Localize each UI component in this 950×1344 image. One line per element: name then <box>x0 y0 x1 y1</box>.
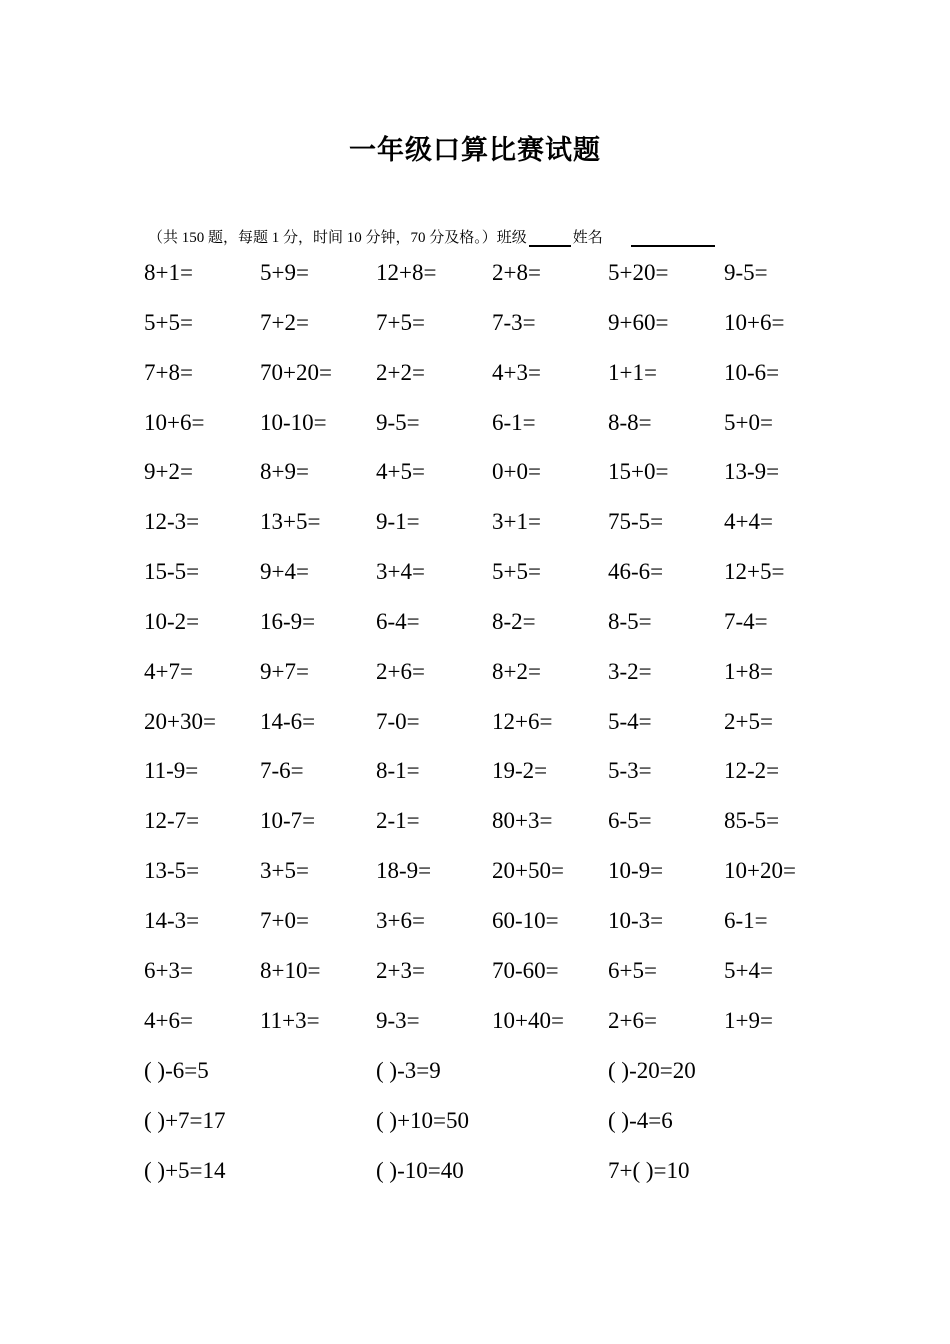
problem: 19-2= <box>492 758 548 784</box>
arithmetic-grid <box>144 254 840 1052</box>
problem: 15+0= <box>608 459 669 485</box>
problem: 9-1= <box>376 509 420 535</box>
problem: 8-1= <box>376 758 420 784</box>
problem: 9-5= <box>724 260 768 285</box>
problem: 14-6= <box>260 708 316 734</box>
problem: 6-1= <box>724 907 768 933</box>
problem: 7-3= <box>492 309 536 335</box>
problem: 12-2= <box>724 758 780 784</box>
problem: 4+6= <box>144 1007 193 1033</box>
problem: 4+3= <box>492 359 541 385</box>
problem: 12+5= <box>724 559 785 585</box>
problem: 12-7= <box>144 808 200 834</box>
problem: 11+3= <box>260 1007 320 1033</box>
problem: 85-5= <box>724 808 780 834</box>
problem: 2-1= <box>376 808 420 834</box>
problem: 9+4= <box>260 559 309 585</box>
problem: 16-9= <box>260 608 316 634</box>
problem: 1+1= <box>608 359 657 385</box>
problem: 1+9= <box>724 1007 773 1033</box>
problem: 6-1= <box>492 409 536 435</box>
problem: 12+6= <box>492 708 553 734</box>
problem: 10+20= <box>724 858 796 884</box>
problem: 70+20= <box>260 359 332 385</box>
problem: 7+2= <box>260 309 309 335</box>
problem: 6+5= <box>608 957 657 983</box>
problem: 10+6= <box>144 409 205 435</box>
problem: 8-8= <box>608 409 652 435</box>
name-blank[interactable] <box>631 227 715 247</box>
problem: 10+6= <box>724 309 785 335</box>
problem: 11-9= <box>144 758 199 784</box>
fill-blank-problem: ( )-20=20 <box>608 1058 696 1083</box>
problem: 7+5= <box>376 309 425 335</box>
problem: 10-3= <box>608 907 664 933</box>
problem: 5+5= <box>492 559 541 585</box>
problem: 7+8= <box>144 359 193 385</box>
problem: 6-5= <box>608 808 652 834</box>
problem: 46-6= <box>608 559 664 585</box>
problem: 10-6= <box>724 359 780 385</box>
problem: 0+0= <box>492 459 541 485</box>
problem: 5-3= <box>608 758 652 784</box>
problem: 15-5= <box>144 559 200 585</box>
problem: 8-2= <box>492 608 536 634</box>
problem: 8+1= <box>144 260 193 285</box>
problem: 10-2= <box>144 608 200 634</box>
problem: 8+10= <box>260 957 321 983</box>
fill-blank-problem: ( )-3=9 <box>376 1058 441 1083</box>
problem: 80+3= <box>492 808 553 834</box>
problem: 2+3= <box>376 957 425 983</box>
problem: 5+4= <box>724 957 773 983</box>
page-title: 一年级口算比赛试题 <box>349 135 601 166</box>
exam-info <box>148 226 715 247</box>
problem: 14-3= <box>144 907 200 933</box>
problem: 5+5= <box>144 309 193 335</box>
problem: 3+1= <box>492 509 541 535</box>
problem: 13-5= <box>144 858 200 884</box>
problem: 7-4= <box>724 608 768 634</box>
fill-blank-problem: ( )-10=40 <box>376 1157 464 1183</box>
problem: 9+2= <box>144 459 193 485</box>
problem: 2+2= <box>376 359 425 385</box>
problem: 12-3= <box>144 509 200 535</box>
problem: 3-2= <box>608 658 652 684</box>
problem: 18-9= <box>376 858 432 884</box>
problem: 7-0= <box>376 708 420 734</box>
problem: 20+30= <box>144 708 216 734</box>
instructions-text: （共 150 题，每题 1 分，时间 10 分钟，70 分及格。）班级 <box>148 230 527 246</box>
problem: 10-10= <box>260 409 327 435</box>
class-blank[interactable] <box>529 227 571 247</box>
fill-blank-problem: 7+( )=10 <box>608 1157 690 1183</box>
problem: 4+5= <box>376 459 425 485</box>
problem: 5-4= <box>608 708 652 734</box>
fill-blank-problem: ( )+10=50 <box>376 1107 470 1133</box>
problem: 7-6= <box>260 758 304 784</box>
fill-blank-problem: ( )-6=5 <box>144 1058 209 1083</box>
problem: 20+50= <box>492 858 564 884</box>
fill-blank-problem: ( )+7=17 <box>144 1107 226 1133</box>
problem: 5+20= <box>608 260 669 285</box>
problem: 2+6= <box>376 658 425 684</box>
problem: 4+4= <box>724 509 773 535</box>
problem: 13+5= <box>260 509 321 535</box>
problem: 3+6= <box>376 907 425 933</box>
problem: 5+9= <box>260 260 309 285</box>
problem: 8-5= <box>608 608 652 634</box>
problem: 10+40= <box>492 1007 564 1033</box>
problem: 12+8= <box>376 260 437 285</box>
problem: 70-60= <box>492 957 559 983</box>
name-label: 姓名 <box>572 230 603 246</box>
problem: 5+0= <box>724 409 773 435</box>
problem: 2+6= <box>608 1007 657 1033</box>
problem: 4+7= <box>144 658 193 684</box>
problem: 2+8= <box>492 260 541 285</box>
problem: 9+7= <box>260 658 309 684</box>
problem: 6+3= <box>144 957 193 983</box>
problem: 9-3= <box>376 1007 420 1033</box>
problem: 8+2= <box>492 658 541 684</box>
problem: 1+8= <box>724 658 773 684</box>
fill-blank-grid <box>144 1052 840 1202</box>
problem: 75-5= <box>608 509 664 535</box>
problem: 7+0= <box>260 907 309 933</box>
problem: 2+5= <box>724 708 773 734</box>
problem: 9-5= <box>376 409 420 435</box>
problem: 8+9= <box>260 459 309 485</box>
problem: 3+4= <box>376 559 425 585</box>
fill-blank-problem: ( )+5=14 <box>144 1157 226 1183</box>
problem: 6-4= <box>376 608 420 634</box>
problem: 10-9= <box>608 858 664 884</box>
fill-blank-problem: ( )-4=6 <box>608 1107 673 1133</box>
problem: 60-10= <box>492 907 559 933</box>
problem: 10-7= <box>260 808 316 834</box>
problem: 9+60= <box>608 309 669 335</box>
problem: 13-9= <box>724 459 780 485</box>
problem: 3+5= <box>260 858 309 884</box>
